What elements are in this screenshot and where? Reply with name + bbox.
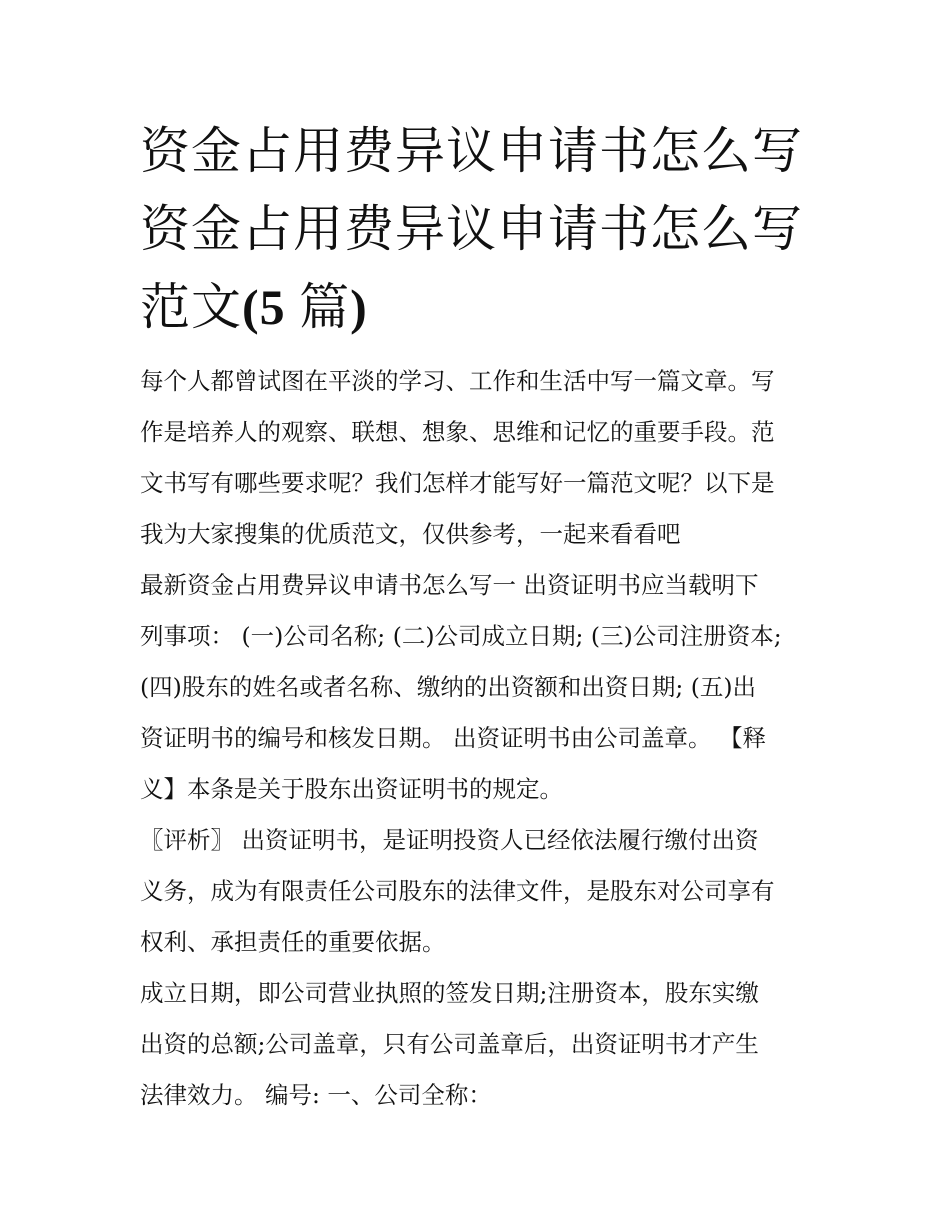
text-line: 我为大家搜集的优质范文，仅供参考，一起来看看吧: [140, 520, 681, 548]
title-count-unit: 篇: [299, 278, 351, 336]
text-line: 最新资金占用费异议申请书怎么写一 出资证明书应当载明下: [140, 571, 759, 599]
document-page: [140, 112, 816, 1121]
document-body: [140, 356, 816, 1121]
title-count-close: ): [350, 279, 368, 335]
text-line: 法律效力。 编号: 一、公司全称：: [140, 1081, 492, 1109]
text-line: 〖评析〗 出资证明书，是证明投资人已经依法履行缴付出资: [140, 826, 759, 854]
text-line: 成立日期，即公司营业执照的签发日期;注册资本，股东实缴: [140, 979, 759, 1007]
text-line: 出资的总额;公司盖章，只有公司盖章后，出资证明书才产生: [140, 1030, 759, 1058]
text-line: 作是培养人的观察、联想、想象、思维和记忆的重要手段。范: [140, 418, 775, 446]
title-prefix: 范文: [140, 278, 242, 336]
title-count-open: (5: [242, 279, 300, 335]
paragraph-analysis: [140, 815, 816, 968]
document-title: [140, 112, 816, 346]
text-line: 义务，成为有限责任公司股东的法律文件，是股东对公司享有: [140, 877, 775, 905]
paragraph-intro: [140, 356, 816, 560]
paragraph-article: [140, 560, 816, 815]
title-line-3: [140, 268, 816, 346]
text-line: 每个人都曾试图在平淡的学习、工作和生活中写一篇文章。写: [140, 367, 775, 395]
text-line: 资证明书的编号和核发日期。 出资证明书由公司盖章。 【释: [140, 724, 766, 752]
title-line-2: 资金占用费异议申请书怎么写: [140, 200, 803, 258]
text-line: 文书写有哪些要求呢？我们怎样才能写好一篇范文呢？以下是: [140, 469, 775, 497]
text-line: 权利、承担责任的重要依据。: [140, 928, 446, 956]
text-line: 列事项： (一)公司名称; (二)公司成立日期; (三)公司注册资本;: [140, 622, 782, 650]
title-line-1: 资金占用费异议申请书怎么写: [140, 122, 803, 180]
paragraph-details: [140, 968, 816, 1121]
text-line: 义】本条是关于股东出资证明书的规定。: [140, 775, 563, 803]
text-line: (四)股东的姓名或者名称、缴纳的出资额和出资日期; (五)出: [140, 673, 757, 701]
